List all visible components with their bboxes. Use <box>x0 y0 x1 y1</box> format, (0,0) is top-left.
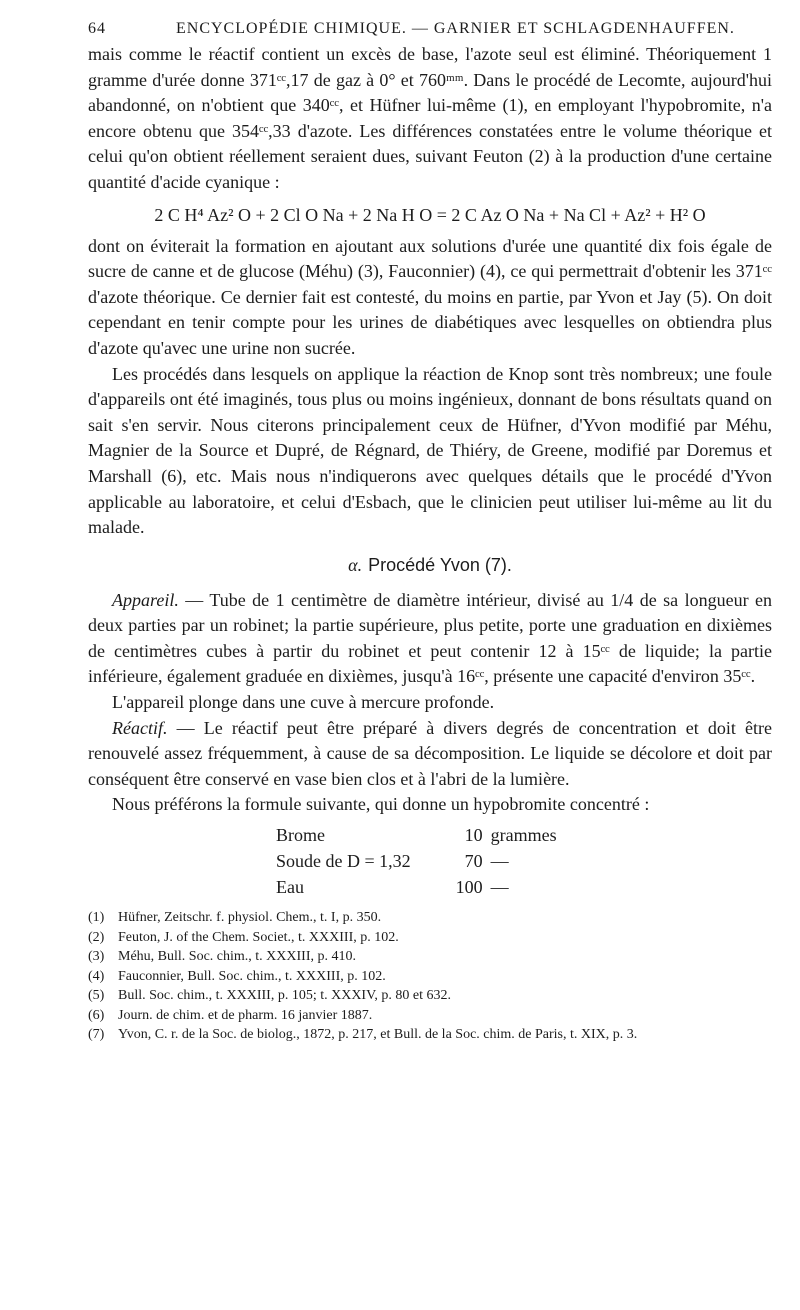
section-heading <box>88 555 772 576</box>
chemical-equation: 2 C H⁴ Az² O + 2 Cl O Na + 2 Na H O = 2 C Az O Na + Na Cl + Az² + H² O <box>154 204 706 225</box>
paragraph-formule: Nous préférons la formule suivante, qui donne un hypobromite concentré : <box>112 794 650 815</box>
reactif-text: — Le réactif peut être préparé à divers degrés de concentration et doit être renouvelé assez fréquemment, à cause de sa décomposition. Le liquide se décolore et doit par conséquent être conservé en vase bien clos et à l'abri de la lumière. <box>88 717 772 789</box>
footnote-label: (2) <box>88 929 105 945</box>
footnote-label: (7) <box>88 1027 105 1043</box>
paragraph-appareil <box>88 588 772 690</box>
paragraph-reactif <box>88 716 772 793</box>
paragraph-intro: mais comme le réactif contient un excès de base, l'azote seul est éliminé. Théoriquement 1 gramme d'urée donne 371ᶜᶜ,17 de gaz à 0° et 760ᵐᵐ. Dans le procédé de Lecomte, aujourd'hui abandonné, on n'obtient que 340ᶜᶜ, et Hüfner lui-même (1), en employant l'hypobromite, n'a encore obtenu que 354ᶜᶜ,33 d'azote. Les différences constatées entre le volume théorique et celui qu'on obtient réellement seraient dues, suivant Feuton (2) à la production d'une certaine quantité d'acide cyanique : <box>88 44 772 192</box>
footnote <box>88 1006 772 1026</box>
footnote-text: Journ. de chim. et de pharm. 16 janvier 1887. <box>118 1007 373 1023</box>
footnote <box>88 947 772 967</box>
recipe-table <box>276 822 557 900</box>
recipe-ingredient: Eau <box>276 877 304 898</box>
footnote-label: (6) <box>88 1007 105 1023</box>
footnote <box>88 908 772 928</box>
section-marker: α. <box>348 554 363 575</box>
recipe-unit: — <box>490 877 509 898</box>
footnote <box>88 1025 772 1045</box>
recipe-quantity: 70 <box>464 851 483 872</box>
reactif-label: Réactif. <box>112 717 168 738</box>
appareil-label: Appareil. <box>112 589 179 610</box>
appareil-text: — Tube de 1 centimètre de diamètre intérieur, divisé au 1/4 de sa longueur en deux parties par un robinet; la partie supérieure, plus petite, porte une graduation en dixièmes de centimètres cubes à partir du robinet et peut contenir 12 à 15ᶜᶜ de liquide; la partie inférieure, également graduée en dixièmes, jusqu'à 16ᶜᶜ, présente une capacité d'environ 35ᶜᶜ. <box>88 589 772 687</box>
footnote-text: Yvon, C. r. de la Soc. de biolog., 1872, p. 217, et Bull. de la Soc. chim. de Paris, t. XIX, p. 3. <box>118 1027 638 1043</box>
recipe-row <box>276 822 557 848</box>
footnote-text: Feuton, J. of the Chem. Societ., t. XXXIII, p. 102. <box>118 929 399 945</box>
recipe-row <box>276 874 557 900</box>
footnote <box>88 986 772 1006</box>
footnote-text: Fauconnier, Bull. Soc. chim., t. XXXIII, p. 102. <box>118 968 386 984</box>
running-title: ENCYCLOPÉDIE CHIMIQUE. — GARNIER ET SCHLAGDENHAUFFEN. <box>176 20 735 37</box>
footnote-label: (5) <box>88 988 105 1004</box>
footnote <box>88 928 772 948</box>
page-number: 64 <box>88 20 106 37</box>
paragraph-cuve: L'appareil plonge dans une cuve à mercure profonde. <box>112 692 495 713</box>
footnote-text: Hüfner, Zeitschr. f. physiol. Chem., t. I, p. 350. <box>118 910 382 926</box>
footnote-label: (3) <box>88 949 105 965</box>
footnote <box>88 967 772 987</box>
recipe-unit: grammes <box>490 825 557 846</box>
paragraph-sugar: dont on éviterait la formation en ajoutant aux solutions d'urée une quantité dix fois égale de sucre de canne et de glucose (Méhu) (3), Fauconnier) (4), ce qui permettrait d'obtenir les 371ᶜᶜ d'azote théorique. Ce dernier fait est contesté, du moins en partie, par Yvon et Jay (5). On doit cependant en tenir compte pour les urines de diabétiques avec lesquelles on obtiendra plus d'azote qu'avec une urine non sucrée. <box>88 235 772 358</box>
footnote-label: (1) <box>88 910 105 926</box>
recipe-unit: — <box>490 851 509 872</box>
recipe-quantity: 100 <box>455 877 483 898</box>
recipe-row <box>276 848 557 874</box>
recipe-quantity: 10 <box>464 825 483 846</box>
running-header <box>88 20 772 38</box>
footnote-text: Méhu, Bull. Soc. chim., t. XXXIII, p. 410. <box>118 949 356 965</box>
footnote-label: (4) <box>88 968 105 984</box>
recipe-ingredient: Brome <box>276 825 325 846</box>
section-title: Procédé Yvon (7). <box>368 554 512 575</box>
footnote-text: Bull. Soc. chim., t. XXXIII, p. 105; t. XXXIV, p. 80 et 632. <box>118 988 451 1004</box>
recipe-ingredient: Soude de D = 1,32 <box>276 851 411 872</box>
footnotes <box>88 908 772 1045</box>
paragraph-knop: Les procédés dans lesquels on applique la réaction de Knop sont très nombreux; une foule d'appareils ont été imaginés, tous plus ou moins ingénieux, donnant de bons résultats quand on sait s'en servir. Nous citerons principalement ceux de Hüfner, d'Yvon modifié par Méhu, Magnier de la Source et Dupré, de Régnard, de Thiéry, de Greene, modifié par Doremus et Marshall (6), etc. Mais nous n'indiquerons avec quelques détails que le procédé d'Yvon applicable au laboratoire, et celui d'Esbach, que le clinicien peut utiliser lui-même au lit du malade. <box>88 363 772 538</box>
